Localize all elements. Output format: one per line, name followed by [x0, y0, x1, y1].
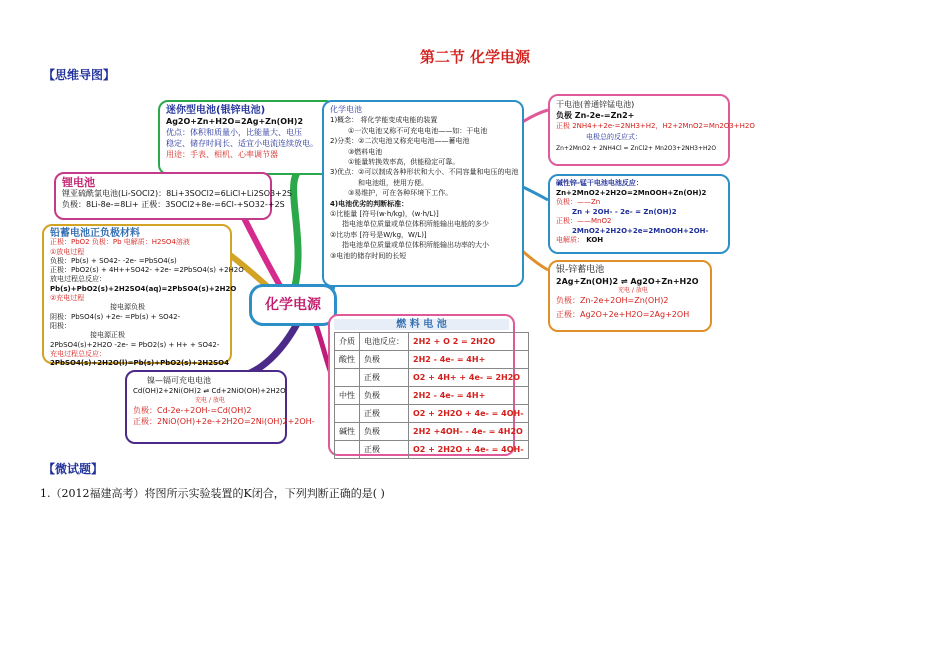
agzn-line2: 负极：Zn-2e+2OH=Zn(OH)2: [556, 296, 669, 305]
nicd-line2: 负极：Cd-2e-+2OH-=Cd(OH)2: [133, 406, 252, 415]
fuel-row: [335, 387, 529, 405]
fuel-title: 燃 料 电 池: [334, 319, 509, 330]
fuel-row: [335, 351, 529, 369]
fuel-row: [335, 333, 529, 351]
fuel-table: [334, 332, 529, 459]
agzn-eq: 2Ag+Zn(OH)2 ⇌ Ag2O+Zn+H2O: [556, 277, 699, 286]
lead-line10: 阳极：: [50, 321, 71, 330]
lithium-title: 锂电池: [62, 176, 95, 189]
fuel-cell: 负极: [360, 387, 409, 405]
center-line4: ③燃料电池: [348, 147, 383, 156]
fuel-cell: [335, 369, 360, 387]
question-1: 1.（2012福建高考）将图所示实验装置的K闭合，下列判断正确的是( ): [40, 487, 385, 500]
agzn-line3: 正极：Ag2O+2e+H2O=2Ag+2OH: [556, 310, 690, 319]
fuel-cell: 碱性: [335, 423, 360, 441]
mini-title: 迷你型电池(银锌电池): [166, 105, 266, 116]
center-line13: 指电池单位质量或单位体积所能输出功率的大小: [342, 241, 489, 250]
lead-line5: 放电过程总反应：: [50, 275, 106, 284]
lead-line6: Pb(s)+PbO2(s)+2H2SO4(aq)=2PbSO4(s)+2H2O: [50, 284, 237, 293]
silver-zinc-box: 银-锌蓄电池 2Ag+Zn(OH)2 ⇌ Ag2O+Zn+H2O 充电 / 放电 负极：Zn-2e+2OH=Zn(OH)2 正极：Ag2O+2e+H2O=2Ag+2OH: [548, 260, 712, 332]
center-line10: ①比能量 [符号(w·h/kg)，(w·h/L)]: [330, 210, 439, 219]
center-line9: 4)电池优劣的判断标准：: [330, 199, 409, 208]
lead-line1: 正极：PbO2 负极：Pb 电解质：H2SO4溶液: [50, 238, 190, 247]
center-line11: 指电池单位质量或单位体积所能输出电能的多少: [342, 220, 489, 229]
nicd-box: 镍—镉可充电电池 Cd(OH)2+2Ni(OH)2 ⇌ Cd+2NiO(OH)+2H2O 充电 / 放电 负极：Cd-2e-+2OH-=Cd(OH)2 正极：2NiO(OH)+2e-+2H2O=2Ni(OH)2+2OH-: [125, 370, 287, 444]
lead-line8: 接电源负极: [110, 303, 145, 312]
lead-line9: 阴极：PbSO4(s) +2e- =Pb(s) + SO42-: [50, 312, 181, 321]
mini-line1: 优点：体积和质量小，比能量大、电压: [166, 128, 302, 137]
dry-title: 干电池(普通锌锰电池): [556, 100, 635, 109]
nicd-title: 镍—镉可充电电池: [147, 376, 211, 385]
center-line14: ③电池的储存时间的长短: [330, 251, 407, 260]
nicd-line3: 正极：2NiO(OH)+2e-+2H2O=2Ni(OH)2+2OH-: [133, 417, 315, 426]
dry-pos: 正极 2NH4++2e-=2NH3+H2，H2+2MnO2=Mn2O3+H2O: [556, 122, 755, 130]
center-line6: 3)优点：②可以制成各种形状和大小、不同容量和电压的电池: [330, 168, 519, 177]
lead-line11: 接电源正极: [90, 331, 125, 340]
alk-line2: 负极：——Zn: [556, 198, 601, 206]
dry-total: Zn+2MnO2 + 2NH4Cl = ZnCl2+ Mn2O3+2NH3+H2O: [556, 145, 717, 152]
chemical-battery-box: [322, 100, 524, 287]
dry-neg: 负极 Zn-2e-=Zn2+: [556, 111, 635, 120]
lead-title: 铅蓄电池正负极材料: [50, 228, 140, 239]
center-line5: ①能量转换效率高，供能稳定可靠。: [348, 158, 460, 167]
center-line7: 和电池组，使用方便。: [358, 178, 428, 187]
lead-acid-box: [42, 224, 244, 368]
alk-title: 碱性锌-锰干电池电池反应：: [556, 179, 643, 187]
dry-cell-box: [548, 94, 755, 166]
alk-line5: 2MnO2+2H2O+2e=2MnOOH+2OH-: [572, 226, 709, 235]
lead-line4: 正极：PbO2(s) + 4H++SO42- +2e- =2PbSO4(s) +2H2O: [50, 266, 244, 275]
mini-line3: 用途：手表、相机、心率调节器: [166, 150, 278, 159]
fuel-cell: 2H2 +4OH- - 4e- = 4H2O: [409, 423, 529, 441]
section-test-heading: 【微试题】: [43, 462, 104, 476]
mini-eq: Ag2O+Zn+H2O=2Ag+Zn(OH)2: [166, 117, 304, 126]
fuel-cell: 介质: [335, 333, 360, 351]
alk-line3: Zn + 2OH- - 2e- = Zn(OH)2: [572, 207, 677, 216]
fuel-cell: 正极: [360, 441, 409, 459]
agzn-charge: 充电: [618, 287, 631, 294]
agzn-discharge: 放电: [635, 287, 648, 294]
alk-line1: Zn+2MnO2+2H2O=2MnOOH+Zn(OH)2: [556, 188, 707, 197]
center-line1: 1)概念： 将化学能变成电能的装置: [330, 116, 438, 125]
lead-line3: 负极：Pb(s) + SO42- -2e- =PbSO4(s): [50, 256, 177, 265]
fuel-cell: [335, 405, 360, 423]
mini-battery-box: [158, 100, 336, 175]
fuel-cell: 2H2 - 4e- = 4H+: [409, 351, 529, 369]
lithium-line2: 负极：8Li-8e-=8Li+ 正极：3SOCl2+8e-=6Cl-+SO32-+2S: [62, 200, 285, 209]
section-mindmap-heading: 【思维导图】: [43, 68, 116, 82]
center-line3: 2)分类：②二次电池又称充电电池——蓄电池: [330, 137, 470, 146]
lead-line14: 2PbSO4(s)+2H2O(l)=Pb(s)+PbO2(s)+2H2SO4: [50, 359, 229, 368]
fuel-cell: 电池反应：: [360, 333, 409, 351]
hub-node: 化学电源: [249, 284, 337, 326]
alk-line6: 电解质：: [556, 236, 584, 244]
fuel-row: [335, 441, 529, 459]
fuel-cell: 正极: [360, 405, 409, 423]
alk-line4: 正极：——MnO2: [556, 217, 612, 225]
fuel-cell: 正极: [360, 369, 409, 387]
fuel-cell: O2 + 4H+ + 4e- = 2H2O: [409, 369, 529, 387]
fuel-cell: 2H2 - 4e- = 4H+: [409, 387, 529, 405]
nicd-eq: Cd(OH)2+2Ni(OH)2 ⇌ Cd+2NiO(OH)+2H2O: [133, 387, 286, 395]
fuel-cell: 中性: [335, 387, 360, 405]
lead-line13: 充电过程总反应：: [50, 349, 106, 358]
alk-line7: KOH: [586, 236, 604, 244]
nicd-charge: 充电: [195, 397, 208, 404]
lead-line12: 2PbSO4(s)+2H2O -2e- = PbO2(s) + H+ + SO42-: [50, 340, 220, 349]
lithium-line1: 锂亚硫酰氯电池(Li-SOCl2)：8Li+3SOCl2=6LiCl+Li2SO3+2S: [62, 189, 293, 198]
fuel-row: [335, 369, 529, 387]
center-line2: ①一次电池又称不可充电电池——如：干电池: [348, 126, 488, 135]
mini-line2: 稳定、储存时间长、适宜小电流连续放电。: [166, 139, 318, 148]
mindmap: [40, 90, 755, 460]
fuel-cell: 2H2 + O 2 = 2H2O: [409, 333, 529, 351]
page-title: 第二节 化学电源: [419, 48, 531, 66]
center-line12: ②比功率 [符号是W/kg，W/L)]: [330, 230, 427, 239]
fuel-cell: [335, 441, 360, 459]
fuel-row: [335, 423, 529, 441]
agzn-title: 银-锌蓄电池: [556, 265, 605, 275]
lithium-box: [54, 172, 293, 220]
fuel-cell: 负极: [360, 423, 409, 441]
fuel-row: [335, 405, 529, 423]
lead-line7: ②充电过程: [50, 294, 85, 303]
fuel-cell: O2 + 2H2O + 4e- = 4OH-: [409, 405, 529, 423]
fuel-cell-box: [328, 314, 524, 456]
fuel-cell: 负极: [360, 351, 409, 369]
fuel-cell: O2 + 2H2O + 4e- = 4OH-: [409, 441, 529, 459]
alkaline-box: [548, 174, 730, 254]
nicd-discharge: 放电: [212, 397, 225, 404]
center-line8: ③易维护，可在各种环境下工作。: [348, 189, 453, 198]
lead-line2: ①放电过程: [50, 247, 85, 256]
dry-sub: 电极总的反应式：: [586, 133, 642, 141]
center-title: 化学电池: [330, 105, 362, 114]
fuel-cell: 酸性: [335, 351, 360, 369]
